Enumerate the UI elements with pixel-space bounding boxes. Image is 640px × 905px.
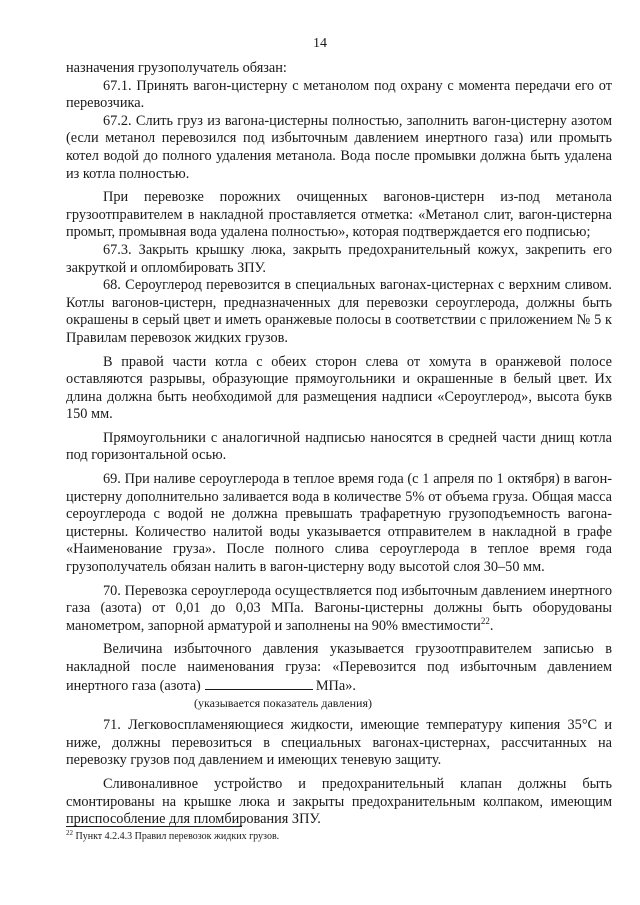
footnote-reference: 22 (480, 615, 490, 626)
paragraph-with-footnote-ref: 70. Перевозка сероуглерода осуществляется под избыточным давлением инертного газа (азота) от 0,01 до 0,03 МПа. Вагоны-цистерны должны быть оборудованы манометром, запорной арматурой и заполнены на 90% вместимости$^{22}$. (66, 582, 612, 634)
footnote-divider (66, 826, 242, 827)
paragraph: В правой части котла с обеих сторон слева от хомута в оранжевой полосе оставляются разрывы, образующие прямоугольники и окрашенные в белый цвет. Их длина должна быть необходимой для размещения надписи «Сероуглерод», высота букв 150 мм. (66, 353, 612, 423)
paragraph-text: 70. Перевозка сероуглерода осуществляется под избыточным давлением инертного газа (азота) от 0,01 до 0,03 МПа. Вагоны-цистерны должны быть оборудованы манометром, запорной арматурой и заполнены на 90% вместимости (66, 582, 612, 634)
blank-caption: (указывается показатель давления) (194, 696, 372, 711)
paragraph: назначения грузополучатель обязан: (66, 60, 287, 76)
paragraph: 68. Сероуглерод перевозится в специальных вагонах-цистернах с верхним сливом. Котлы вагонов-цистерн, предназначенных для перевозки сероуглерода, должны быть окрашены в серый цвет и иметь оранжевые полосы в соответствии с приложением № 5 к Правилам перевозок жидких грузов. (66, 277, 612, 346)
footnote-mark: 22 (66, 829, 73, 837)
body-text (66, 60, 612, 829)
fill-in-blank (205, 677, 313, 690)
paragraph: 69. При наливе сероуглерода в теплое время года (с 1 апреля по 1 октября) в вагон-цистерну дополнительно заливается вода в количестве 5% от объема груза. Общая масса сероуглерода с водой не должна превышать трафаретную грузоподъемность вагона-цистерны. Количество налитой воды указывается отправителем в накладной в графе «Наименование груза». После полного слива сероуглерода в теплое время года грузополучатель обязан налить в вагон-цистерну воду высотой слоя 30–50 мм. (66, 471, 612, 576)
paragraph: Прямоугольники с аналогичной надписью наносятся в средней части днищ котла под горизонтальной осью. (66, 429, 612, 464)
paragraph-with-blank (66, 641, 612, 695)
paragraph: 71. Легковоспламеняющиеся жидкости, имеющие температуру кипения 35°С и ниже, должны перевозиться в специальных вагонах-цистернах, рассчитанных на перевозку грузов под давлением и имеющих теневую защиту. (66, 717, 612, 769)
paragraph: При перевозке порожних очищенных вагонов-цистерн из-под метанола грузоотправителем в накладной проставляется отметка: «Метанол слит, вагон-цистерна промыт, промывная вода удалена полностью», которая подтверждается его подписью; (66, 189, 612, 241)
paragraph: 67.1. Принять вагон-цистерну с метанолом под охрану с момента передачи его от перевозчика. (66, 77, 612, 112)
paragraph: Сливоналивное устройство и предохранительный клапан должны быть смонтированы на крышке люка и закрыты предохранительным колпаком, имеющим приспособление для пломбирования ЗПУ. (66, 775, 612, 828)
paragraph: 67.2. Слить груз из вагона-цистерны полностью, заполнить вагон-цистерну азотом (если метанол перевозился под избыточным давлением инертного газа) или промыть котел водой до полного удаления метанола. Вода после промывки должна быть удалена из котла полностью. (66, 112, 612, 182)
paragraph-tail: МПа». (315, 677, 356, 694)
paragraph: 67.3. Закрыть крышку люка, закрыть предохранительный кожух, закрепить его закруткой и опломбировать ЗПУ. (66, 241, 612, 276)
paragraph-text: Величина избыточного давления указывается грузоотправителем записью в накладной после наименования груза: «Перевозится под избыточным давлением инертного газа (азота) (66, 641, 612, 694)
footnote (66, 830, 279, 843)
footnote-text: Пункт 4.2.4.3 Правил перевозок жидких грузов. (75, 831, 280, 842)
page-number: 14 (313, 36, 327, 51)
